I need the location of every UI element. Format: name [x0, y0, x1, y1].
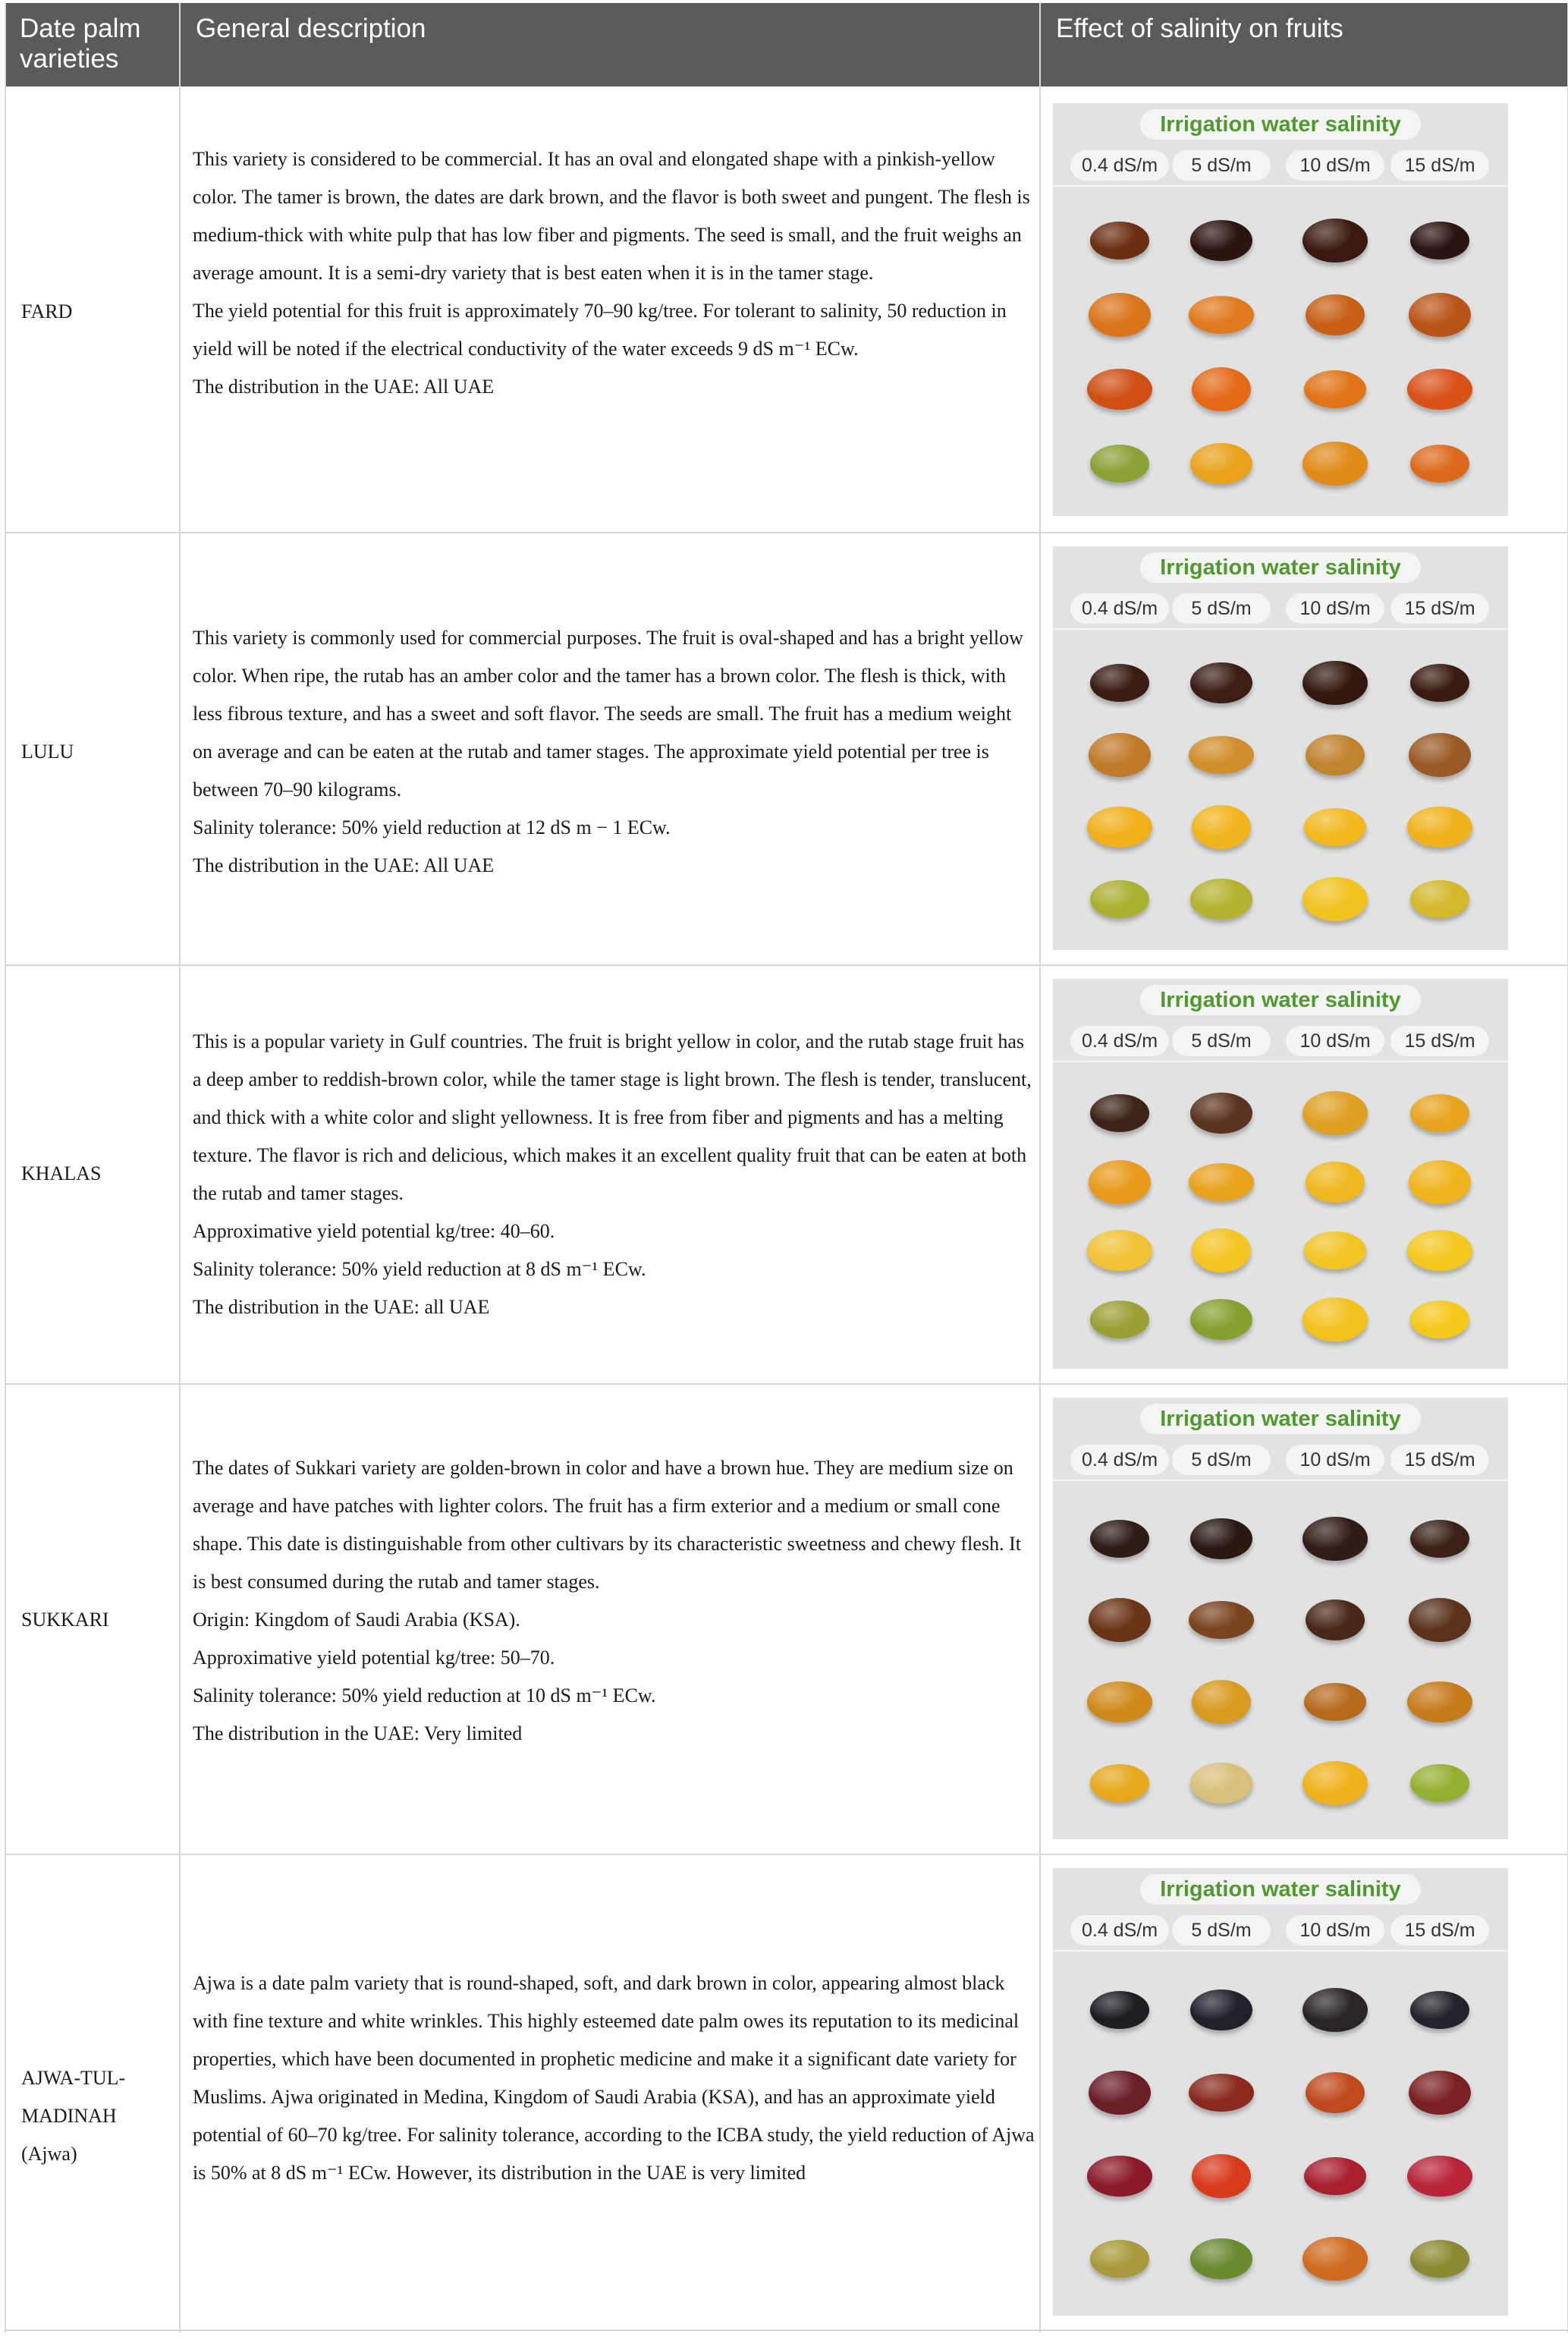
date-fruit [1190, 443, 1252, 484]
row-divider [5, 532, 1568, 533]
date-fruit [1306, 1162, 1365, 1203]
header-variety: Date palm varieties [20, 14, 141, 74]
description-paragraph: Ajwa is a date palm variety that is round-shaped, soft, and dark brown in color, appearing almost black with fine texture and white wrinkles. This highly esteemed date palm owes its reputation to its medicinal properties, which have been documented in prophetic medicine and make it a significant date variety for Muslims. Ajwa originated in Medina, Kingdom of Saudi Arabia (KSA), and has an approximate yield potential of 60–70 kg/tree. For salinity tolerance, according to the ICBA study, the yield reduction of Ajwa is 50% at 8 dS m⁻¹ ECw. However, its distribution in the UAE is very limited [193, 1972, 1035, 2184]
salinity-level-label: 0.4 dS/m [1070, 1915, 1169, 1945]
date-fruit [1410, 1764, 1469, 1802]
row-divider [5, 2329, 1568, 2331]
varieties-table [5, 3, 1568, 2332]
date-fruit [1189, 1601, 1254, 1639]
grid-line [5, 3, 6, 2332]
date-fruit [1409, 733, 1471, 777]
date-fruit [1407, 2156, 1472, 2197]
date-fruit [1410, 222, 1469, 259]
date-fruit [1407, 1230, 1472, 1271]
salinity-levels [1053, 1026, 1508, 1061]
date-fruit [1190, 1989, 1252, 2030]
date-fruit [1090, 2240, 1149, 2278]
grid-line [179, 3, 181, 2332]
description-paragraph: Approximative yield potential kg/tree: 40–60. [193, 1220, 555, 1242]
date-fruit [1189, 2074, 1254, 2112]
header-description: General description [196, 14, 426, 43]
date-fruit [1306, 1599, 1365, 1640]
variety-name: SUKKARI [21, 1609, 109, 1631]
salinity-photo [1053, 979, 1508, 1369]
date-fruit [1087, 2156, 1152, 2197]
grid-line [1039, 3, 1041, 2332]
date-fruit [1306, 734, 1365, 775]
description-paragraph: The distribution in the UAE: All UAE [193, 854, 495, 876]
salinity-level-label: 15 dS/m [1390, 150, 1489, 181]
salinity-level-label: 0.4 dS/m [1070, 150, 1169, 181]
description-paragraph: Origin: Kingdom of Saudi Arabia (KSA). [193, 1609, 520, 1631]
date-fruit [1192, 805, 1251, 849]
date-fruit [1089, 2071, 1151, 2115]
salinity-level-label: 0.4 dS/m [1070, 1445, 1169, 1475]
photo-divider [1053, 185, 1508, 187]
date-fruit [1407, 1681, 1472, 1722]
description-paragraph: This variety is considered to be commercial. It has an oval and elongated shape with a pinkish-yellow color. The tamer is brown, the dates are dark brown, and the flavor is both sweet and pungent. The flesh is medium-thick with white pulp that has low fiber and pigments. The seed is small, and the fruit weighs an average amount. It is a semi-dry variety that is best eaten when it is in the tamer stage. [193, 148, 1030, 284]
photo-title-text: Irrigation water salinity [1140, 1404, 1420, 1434]
date-fruit [1304, 370, 1366, 408]
date-fruit [1409, 2071, 1471, 2115]
photo-divider [1053, 1480, 1508, 1481]
date-fruit [1090, 664, 1149, 702]
salinity-level-label: 15 dS/m [1390, 1026, 1489, 1056]
variety-name: AJWA-TUL-MADINAH (Ajwa) [21, 2067, 126, 2165]
date-fruit [1304, 1231, 1366, 1269]
date-fruit [1302, 1091, 1368, 1135]
description-paragraph: Salinity tolerance: 50% yield reduction at 10 dS m⁻¹ ECw. [193, 1684, 656, 1706]
date-fruit [1409, 293, 1471, 337]
date-fruit [1410, 1991, 1469, 2029]
date-fruit [1189, 1163, 1254, 1201]
variety-description [193, 1964, 1035, 2192]
variety-description [193, 619, 1035, 885]
date-fruit [1089, 1160, 1151, 1204]
date-fruit [1089, 733, 1151, 777]
salinity-level-label: 5 dS/m [1172, 1026, 1271, 1056]
date-fruit [1306, 294, 1365, 335]
date-fruit [1192, 2154, 1251, 2198]
date-fruit [1090, 222, 1149, 259]
row-divider [5, 1383, 1568, 1385]
date-fruit [1090, 880, 1149, 918]
description-paragraph: This variety is commonly used for commercial purposes. The fruit is oval-shaped and has a bright yellow color. When ripe, the rutab has an amber color and the tamer has a brown color. The flesh is thick, with less fibrous texture, and has a sweet and soft flavor. The seeds are small. The fruit has a medium weight on average and can be eaten at the rutab and tamer stages. The approximate yield potential per tree is between 70–90 kilograms. [193, 627, 1023, 800]
description-paragraph: The distribution in the UAE: all UAE [193, 1296, 490, 1318]
date-fruit [1302, 877, 1368, 921]
salinity-photo [1053, 1868, 1508, 2316]
date-fruit [1189, 736, 1254, 774]
date-fruit [1087, 1230, 1152, 1271]
date-fruit [1410, 2240, 1469, 2278]
date-fruit [1090, 1764, 1149, 1802]
variety-description [193, 140, 1035, 406]
photo-title [1053, 1407, 1508, 1432]
date-fruit [1089, 293, 1151, 337]
description-paragraph: The yield potential for this fruit is approximately 70–90 kg/tree. For tolerant to salinity, 50 reduction in yield will be noted if the electrical conductivity of the water exceeds 9 dS m⁻¹ ECw. [193, 300, 1007, 360]
variety-name: LULU [21, 741, 74, 763]
date-fruit [1090, 1991, 1149, 2029]
date-fruit [1302, 661, 1368, 705]
date-fruit [1089, 1598, 1151, 1642]
date-fruit [1192, 1680, 1251, 1724]
salinity-level-label: 5 dS/m [1172, 593, 1271, 624]
salinity-level-label: 10 dS/m [1286, 1026, 1384, 1056]
description-paragraph: Salinity tolerance: 50% yield reduction at 12 dS m − 1 ECw. [193, 816, 671, 838]
photo-title [1053, 1877, 1508, 1902]
description-paragraph: This is a popular variety in Gulf countries. The fruit is bright yellow in color, and the rutab stage fruit has a deep amber to reddish-brown color, while the tamer stage is light brown. The flesh is tender, translucent, and thick with a white color and slight yellowness. It is free from fiber and pigments and has a melting texture. The flavor is rich and delicious, which makes it an excellent quality fruit that can be eaten at both the rutab and tamer stages. [193, 1030, 1032, 1204]
description-paragraph: Approximative yield potential kg/tree: 50–70. [193, 1647, 555, 1669]
photo-title-text: Irrigation water salinity [1140, 985, 1420, 1015]
description-paragraph: Salinity tolerance: 50% yield reduction at 8 dS m⁻¹ ECw. [193, 1258, 646, 1280]
date-fruit [1190, 2238, 1252, 2279]
date-fruit [1190, 1518, 1252, 1559]
date-fruit [1410, 664, 1469, 702]
date-fruit [1302, 1988, 1368, 2032]
date-fruit [1190, 1299, 1252, 1340]
salinity-level-label: 10 dS/m [1286, 150, 1384, 181]
date-fruit [1190, 1093, 1252, 1134]
variety-description [193, 1023, 1035, 1326]
photo-divider [1053, 1950, 1508, 1952]
salinity-levels [1053, 150, 1508, 185]
date-fruit [1192, 367, 1251, 411]
date-fruit [1304, 1683, 1366, 1721]
description-paragraph: The distribution in the UAE: All UAE [193, 376, 495, 398]
photo-divider [1053, 1061, 1508, 1062]
date-fruit [1090, 1094, 1149, 1132]
photo-title [1053, 988, 1508, 1013]
row-divider [5, 1854, 1568, 1855]
photo-title-text: Irrigation water salinity [1140, 109, 1420, 140]
date-fruit [1192, 1228, 1251, 1272]
header-effect: Effect of salinity on fruits [1056, 14, 1343, 43]
salinity-level-label: 0.4 dS/m [1070, 1026, 1169, 1056]
date-fruit [1087, 1681, 1152, 1722]
date-fruit [1409, 1160, 1471, 1204]
date-fruit [1302, 1761, 1368, 1805]
date-fruit [1087, 807, 1152, 848]
date-fruit [1302, 442, 1368, 486]
salinity-photo [1053, 546, 1508, 950]
photo-divider [1053, 628, 1508, 630]
variety-description [193, 1449, 1035, 1753]
date-fruit [1090, 445, 1149, 483]
date-fruit [1090, 1520, 1149, 1558]
variety-name: FARD [21, 300, 73, 322]
date-fruit [1090, 1301, 1149, 1338]
salinity-level-label: 10 dS/m [1286, 593, 1384, 624]
date-fruit [1190, 662, 1252, 703]
salinity-level-label: 5 dS/m [1172, 1445, 1271, 1475]
photo-title-text: Irrigation water salinity [1140, 1874, 1420, 1905]
date-fruit [1407, 369, 1472, 410]
date-fruit [1302, 1517, 1368, 1561]
salinity-level-label: 15 dS/m [1390, 1445, 1489, 1475]
date-fruit [1302, 219, 1368, 263]
salinity-level-label: 10 dS/m [1286, 1915, 1384, 1945]
salinity-levels [1053, 1445, 1508, 1480]
table-header [5, 3, 1568, 86]
date-fruit [1410, 445, 1469, 483]
date-fruit [1409, 1598, 1471, 1642]
salinity-level-label: 10 dS/m [1286, 1445, 1384, 1475]
salinity-level-label: 5 dS/m [1172, 1915, 1271, 1945]
salinity-levels [1053, 1915, 1508, 1950]
date-fruit [1407, 807, 1472, 848]
date-fruit [1304, 2157, 1366, 2195]
date-fruit [1190, 220, 1252, 261]
salinity-photo [1053, 1398, 1508, 1839]
photo-title [1053, 112, 1508, 137]
photo-title [1053, 555, 1508, 580]
variety-name: KHALAS [21, 1162, 102, 1184]
salinity-photo [1053, 103, 1508, 516]
date-fruit [1087, 369, 1152, 410]
description-paragraph: The distribution in the UAE: Very limited [193, 1722, 523, 1744]
date-fruit [1410, 1301, 1469, 1338]
date-fruit [1190, 879, 1252, 920]
date-fruit [1306, 2072, 1365, 2113]
date-fruit [1302, 1297, 1368, 1341]
description-paragraph: The dates of Sukkari variety are golden-brown in color and have a brown hue. They are medium size on average and have patches with lighter colors. The fruit has a firm exterior and a medium or small cone shape. This date is distinguishable from other cultivars by its characteristic sweetness and chewy flesh. It is best consumed during the rutab and tamer stages. [193, 1457, 1021, 1593]
row-divider [5, 964, 1568, 966]
date-fruit [1304, 808, 1366, 846]
date-fruit [1190, 1763, 1252, 1804]
salinity-level-label: 5 dS/m [1172, 150, 1271, 181]
photo-title-text: Irrigation water salinity [1140, 552, 1420, 583]
salinity-level-label: 0.4 dS/m [1070, 593, 1169, 624]
salinity-level-label: 15 dS/m [1390, 1915, 1489, 1945]
date-fruit [1302, 2237, 1368, 2281]
salinity-levels [1053, 593, 1508, 628]
salinity-level-label: 15 dS/m [1390, 593, 1489, 624]
date-fruit [1410, 1520, 1469, 1558]
date-fruit [1410, 1094, 1469, 1132]
date-fruit [1189, 296, 1254, 334]
date-fruit [1410, 880, 1469, 918]
